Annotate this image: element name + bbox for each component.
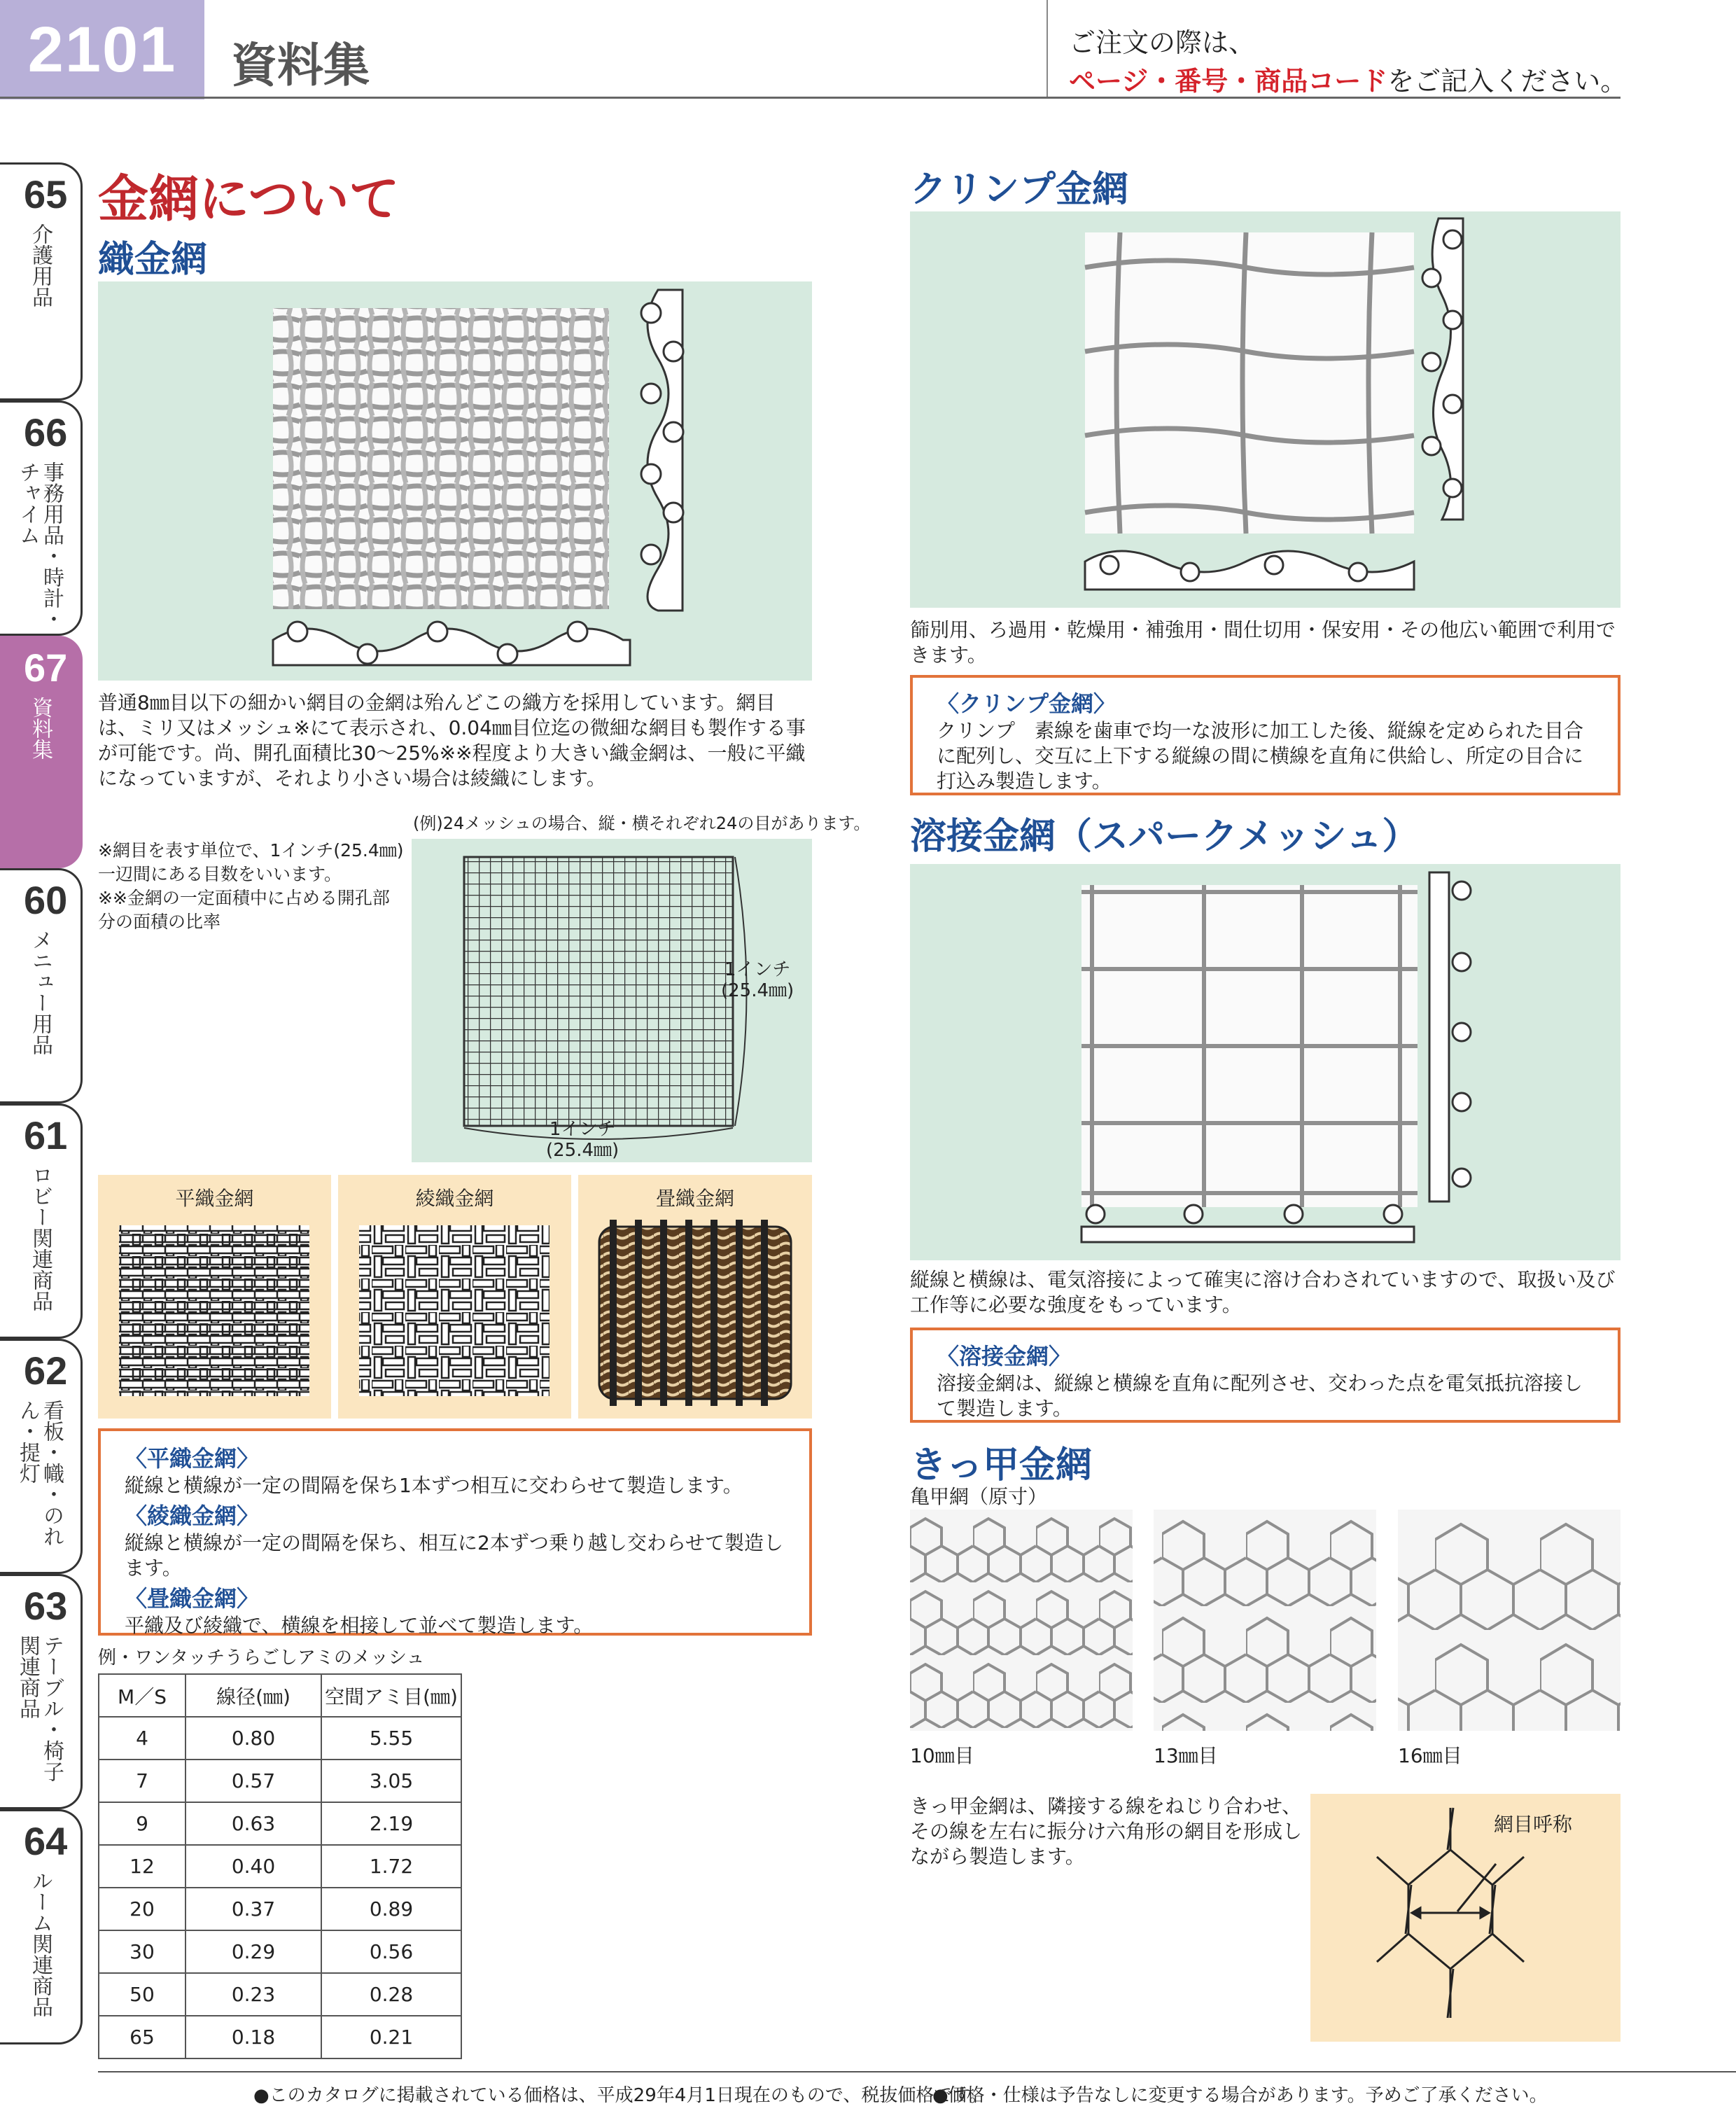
footer-rule xyxy=(98,2071,1736,2072)
order-note-red: ページ・番号・商品コード xyxy=(1069,66,1388,97)
cell-ms: 12 xyxy=(99,1845,186,1888)
weave-twill-panel xyxy=(338,1175,571,1419)
tab-66[interactable] xyxy=(0,400,83,636)
col-header-wire: 線径(㎜) xyxy=(186,1674,321,1717)
tab-label: ロビー関連商品 xyxy=(28,1164,52,1311)
table-caption: 例・ワンタッチうらごしアミのメッシュ xyxy=(98,1647,425,1668)
order-note-line1: ご注文の際は、 xyxy=(1069,27,1256,58)
cell-ms: 50 xyxy=(99,1973,186,2016)
tab-number: 62 xyxy=(24,1349,68,1393)
crimp-text: 篩別用、ろ過用・乾燥用・補強用・間仕切用・保安用・その他広い範囲で利用できます。 xyxy=(910,618,1616,667)
order-note-rest: をご記入ください。 xyxy=(1387,66,1628,97)
cell-wire: 0.18 xyxy=(186,2016,321,2058)
cell-opening: 2.19 xyxy=(321,1802,461,1845)
example-caption: (例)24メッシュの場合、縦・横それぞれ24の目があります。 xyxy=(413,814,871,833)
cell-opening: 5.55 xyxy=(321,1717,461,1760)
hex-caption-13: 13㎜目 xyxy=(1154,1744,1218,1767)
cell-opening: 0.89 xyxy=(321,1888,461,1930)
tab-65[interactable] xyxy=(0,162,83,400)
twill-desc-head: 〈綾織金網〉 xyxy=(125,1503,260,1529)
crimp-mesh-illustration xyxy=(910,211,1620,608)
cell-opening: 0.56 xyxy=(321,1930,461,1973)
cell-ms: 9 xyxy=(99,1802,186,1845)
twill-weave-diagram xyxy=(338,1211,571,1414)
table-row xyxy=(99,1717,461,1760)
crimp-box-head: 〈クリンプ金網〉 xyxy=(937,690,1116,717)
page-title: 資料集 xyxy=(231,39,370,92)
table-row xyxy=(99,1845,461,1888)
cell-wire: 0.37 xyxy=(186,1888,321,1930)
plain-weave-diagram xyxy=(98,1211,331,1414)
welded-mesh-illustration xyxy=(910,864,1620,1260)
woven-photo-panel xyxy=(98,281,812,681)
tab-label: 資料集 xyxy=(28,697,52,760)
cell-opening: 0.21 xyxy=(321,2016,461,2058)
mesh-table xyxy=(98,1673,462,2059)
dim-right-value: (25.4㎜) xyxy=(721,980,794,1001)
weave-dutch-panel xyxy=(578,1175,812,1419)
weave-plain-label: 平織金網 xyxy=(175,1187,254,1210)
tab-62[interactable] xyxy=(0,1339,83,1574)
hexagonal-text: きっ甲金網は、隣接する線をねじり合わせ、その線を左右に振分け六角形の網目を形成しながら製造します。 xyxy=(910,1795,1303,1868)
tab-number: 66 xyxy=(24,410,68,454)
tab-number: 67 xyxy=(24,646,68,690)
tab-label: メニュー用品 xyxy=(28,929,52,1055)
section-title: 金網について xyxy=(98,169,400,228)
cell-wire: 0.63 xyxy=(186,1802,321,1845)
weave-dutch-label: 畳織金網 xyxy=(655,1187,734,1210)
hex-caption-10: 10㎜目 xyxy=(910,1744,974,1767)
cell-opening: 3.05 xyxy=(321,1760,461,1802)
table-row xyxy=(99,1802,461,1845)
tab-number: 60 xyxy=(24,878,68,922)
cell-wire: 0.23 xyxy=(186,1973,321,2016)
weave-twill-label: 綾織金網 xyxy=(415,1187,494,1210)
welded-box-head: 〈溶接金網〉 xyxy=(937,1343,1072,1370)
cell-ms: 7 xyxy=(99,1760,186,1802)
welded-photo-panel xyxy=(910,864,1620,1260)
dimension-right xyxy=(721,959,794,1001)
footer-price-note: ●このカタログに掲載されている価格は、平成29年4月1日現在のもので、税抜価格です。 xyxy=(253,2085,988,2106)
cell-ms: 4 xyxy=(99,1717,186,1760)
tab-label: ルーム関連商品 xyxy=(28,1870,52,2017)
dutch-weave-diagram xyxy=(578,1211,812,1414)
tab-63[interactable] xyxy=(0,1574,83,1809)
tab-64[interactable] xyxy=(0,1809,83,2044)
woven-heading: 織金網 xyxy=(98,239,208,281)
tab-67[interactable] xyxy=(0,636,83,868)
cell-opening: 1.72 xyxy=(321,1845,461,1888)
welded-heading: 溶接金網（スパークメッシュ） xyxy=(910,816,1419,858)
cell-opening: 0.28 xyxy=(321,1973,461,2016)
tab-number: 65 xyxy=(24,172,68,216)
tab-number: 64 xyxy=(24,1819,68,1863)
cell-wire: 0.40 xyxy=(186,1845,321,1888)
hexagonal-heading: きっ甲金網 xyxy=(910,1444,1093,1486)
footnote-1: ※網目を表す単位で、1インチ(25.4㎜)一辺間にある目数をいいます。 xyxy=(98,840,404,884)
dim-right-label: 1インチ xyxy=(724,959,791,980)
hex-caption-16: 16㎜目 xyxy=(1398,1744,1462,1767)
dutch-desc-text: 平織及び綾織で、横線を相接して並べて製造します。 xyxy=(125,1614,594,1637)
table-header-row xyxy=(99,1674,461,1717)
welded-description-box xyxy=(910,1328,1620,1423)
welded-box-text: 溶接金網は、縦線と横線を直角に配列させ、交わった点を電気抵抗溶接して製造します。 xyxy=(937,1372,1583,1420)
order-note-line2 xyxy=(1069,60,1627,98)
table-row xyxy=(99,1930,461,1973)
tab-label: 介護用品 xyxy=(28,223,52,307)
tab-label: 事務用品・時計・チャイム xyxy=(15,461,64,629)
table-row xyxy=(99,2016,461,2058)
table-row xyxy=(99,1973,461,2016)
dimension-bottom xyxy=(546,1119,619,1161)
page-number: 2101 xyxy=(0,0,204,99)
cell-wire: 0.80 xyxy=(186,1717,321,1760)
cell-wire: 0.29 xyxy=(186,1930,321,1973)
cell-wire: 0.57 xyxy=(186,1760,321,1802)
crimp-box-text: クリンプ 素線を歯車で均一な波形に加工した後、縦線を定められた目合に配列し、交互に上下する縦線の間に横線を直角に供給し、所定の目合に打込み製造します。 xyxy=(937,719,1584,793)
woven-mesh-illustration xyxy=(98,281,812,681)
dutch-desc-head: 〈畳織金網〉 xyxy=(125,1585,260,1612)
woven-text: 普通8㎜目以下の細かい網目の金網は殆んどこの織方を採用しています。網目は、ミリ又はメッシュ※にて表示され、0.04㎜目位迄の微細な網目も製作する事が可能です。尚、開孔面積比30〜25%※※程度より大きい織金網は、一般に平織になっていますが、それより小さい場合は綾織にします。 xyxy=(98,691,806,790)
tab-number: 63 xyxy=(24,1584,68,1628)
hexagonal-mesh-diagram xyxy=(1310,1794,1620,2042)
twill-desc-text: 縦線と横線が一定の間隔を保ち、相互に2本ずつ乗り越し交わらせて製造します。 xyxy=(125,1531,783,1580)
tab-label: 看板・幟・のれん・提灯 xyxy=(15,1400,64,1547)
plain-desc-head: 〈平織金網〉 xyxy=(125,1445,260,1472)
tab-60[interactable] xyxy=(0,868,83,1103)
plain-desc-text: 縦線と横線が一定の間隔を保ち1本ずつ相互に交わらせて製造します。 xyxy=(125,1474,743,1497)
hexagonal-subheading: 亀甲網（原寸） xyxy=(910,1485,1048,1508)
table-row xyxy=(99,1888,461,1930)
col-header-opening: 空間アミ目(㎜) xyxy=(321,1674,461,1717)
dim-bottom-value: (25.4㎜) xyxy=(546,1140,620,1161)
tab-61[interactable] xyxy=(0,1103,83,1339)
weave-description-box xyxy=(98,1428,812,1636)
hexagonal-mesh-photos xyxy=(910,1510,1620,1731)
weave-plain-panel xyxy=(98,1175,331,1419)
footer-change-note: ●価格・仕様は予告なしに変更する場合があります。予めご了承ください。 xyxy=(932,2085,1548,2106)
footnote-2: ※※金網の一定面積中に占める開孔部分の面積の比率 xyxy=(98,888,390,932)
cell-ms: 20 xyxy=(99,1888,186,1930)
table-row xyxy=(99,1760,461,1802)
welded-text: 縦線と横線は、電気溶接によって確実に溶け合わされていますので、取扱い及び工作等に必要な強度をもっています。 xyxy=(910,1268,1616,1316)
cell-ms: 30 xyxy=(99,1930,186,1973)
crimp-description-box xyxy=(910,675,1620,795)
mesh-size-label: 網目呼称 xyxy=(1494,1813,1573,1836)
crimp-photo-panel xyxy=(910,211,1620,608)
col-header-ms: M／S xyxy=(99,1674,186,1717)
crimp-heading: クリンプ金網 xyxy=(910,169,1129,211)
cell-ms: 65 xyxy=(99,2016,186,2058)
dim-bottom-label: 1インチ xyxy=(549,1119,616,1140)
tab-label: テーブル・椅子関連商品 xyxy=(15,1635,64,1782)
header-divider xyxy=(1046,0,1048,98)
tab-number: 61 xyxy=(24,1113,68,1157)
hexagonal-diagram-panel xyxy=(1310,1794,1620,2042)
